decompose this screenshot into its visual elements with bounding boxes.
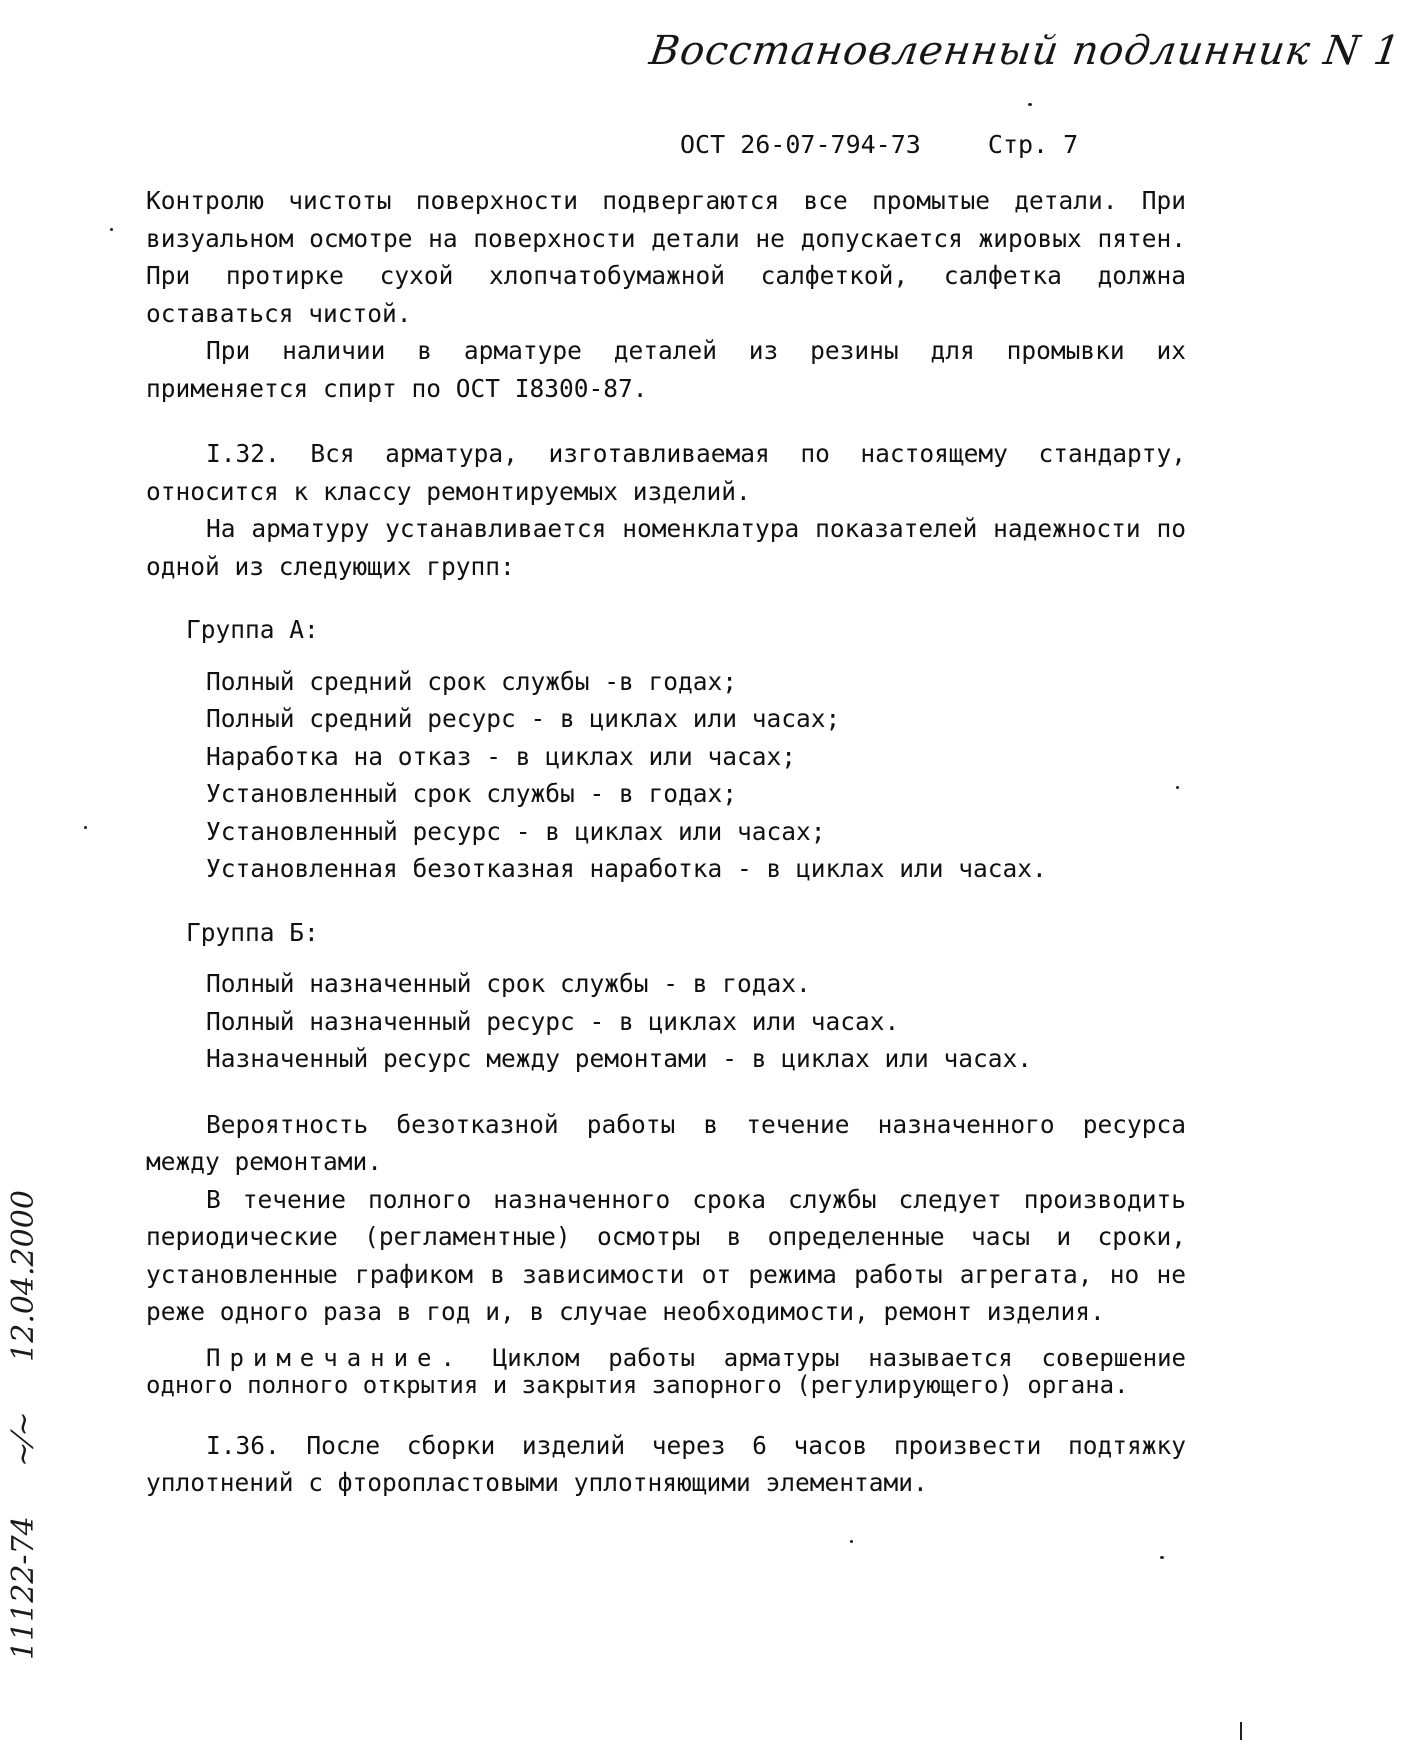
scan-speck <box>1176 786 1179 789</box>
paragraph-failure-probability: Вероятность безотказной работы в течение назначенного ресурса между ремонтами. <box>146 1109 1186 1176</box>
paragraph-1-32: I.32. Вся арматура, изготавливаемая по настоящему стандарту, относится к классу ремонтируемых изделий. <box>146 439 1186 506</box>
paragraph-rubber-parts: При наличии в арматуре деталей из резины для промывки их применяется спирт по ОСТ I8300-87. <box>146 336 1186 403</box>
paragraph-reliability-groups: На арматуру устанавливается номенклатура показателей надежности по одной из следующих групп: <box>146 514 1186 581</box>
handwritten-signature: ~⁄~ <box>6 1411 41 1467</box>
group-b-title: Группа Б: <box>186 917 319 947</box>
scan-speck <box>84 826 87 829</box>
list-item: Наработка на отказ - в циклах или часах; <box>206 741 797 771</box>
list-item: Установленная безотказная наработка - в циклах или часах. <box>206 854 1047 883</box>
document-body <box>146 182 1186 1502</box>
registration-date: 12.04.2000 <box>6 1190 41 1362</box>
list-item: Установленный ресурс - в циклах или часах; <box>206 816 826 846</box>
list-item: Полный назначенный ресурс - в циклах или часах. <box>206 1006 900 1036</box>
note-block <box>146 1345 1186 1399</box>
scan-speck <box>850 1540 853 1543</box>
note-label: Примечание. <box>206 1343 464 1372</box>
restored-original-stamp: Восстановленный подлинник N 1 <box>646 28 1404 74</box>
registration-number: 11122-74 <box>6 1516 41 1660</box>
page-header <box>680 130 1078 159</box>
list-item: Полный средний срок службы -в годах; <box>206 666 738 696</box>
scan-speck <box>110 228 113 231</box>
standard-number: ОСТ 26-07-794-73 <box>680 130 921 159</box>
margin-registration-note <box>6 1190 41 1660</box>
page-number: Стр. 7 <box>987 130 1079 159</box>
paragraph-1-36: I.36. После сборки изделий через 6 часов произвести подтяжку уплотнений с фторопластовыми уплотняющими элементами. <box>146 1430 1186 1497</box>
group-a-list <box>146 663 1186 888</box>
scan-speck <box>1028 103 1032 106</box>
list-item: Полный назначенный срок службы - в годах. <box>206 969 811 998</box>
scan-speck <box>1160 1556 1164 1559</box>
group-a-title: Группа А: <box>186 615 319 644</box>
paragraph-inspections: В течение полного назначенного срока службы следует производить периодические (регламентные) осмотры в определенные часы и сроки, установленные графиком в зависимости от режима работы агрегата, но не реже одного раза в год и, в случае необходимости, ремонт изделия. <box>146 1184 1186 1326</box>
paragraph-surface-control: Контролю чистоты поверхности подвергаются все промытые детали. При визуальном осмотре на поверхности детали не допускается жировых пятен. При протирке сухой хлопчатобумажной салфеткой, салфетка должна оставаться чистой. <box>146 186 1186 328</box>
scan-speck <box>1240 1722 1242 1740</box>
group-b-list <box>146 965 1186 1078</box>
list-item: Полный средний ресурс - в циклах или часах; <box>206 704 841 733</box>
list-item: Установленный срок службы - в годах; <box>206 779 738 808</box>
note-text: Циклом работы арматуры называется совершение одного полного открытия и закрытия запорного (регулирующего) органа. <box>146 1343 1187 1399</box>
list-item: Назначенный ресурс между ремонтами - в циклах или часах. <box>206 1044 1033 1073</box>
